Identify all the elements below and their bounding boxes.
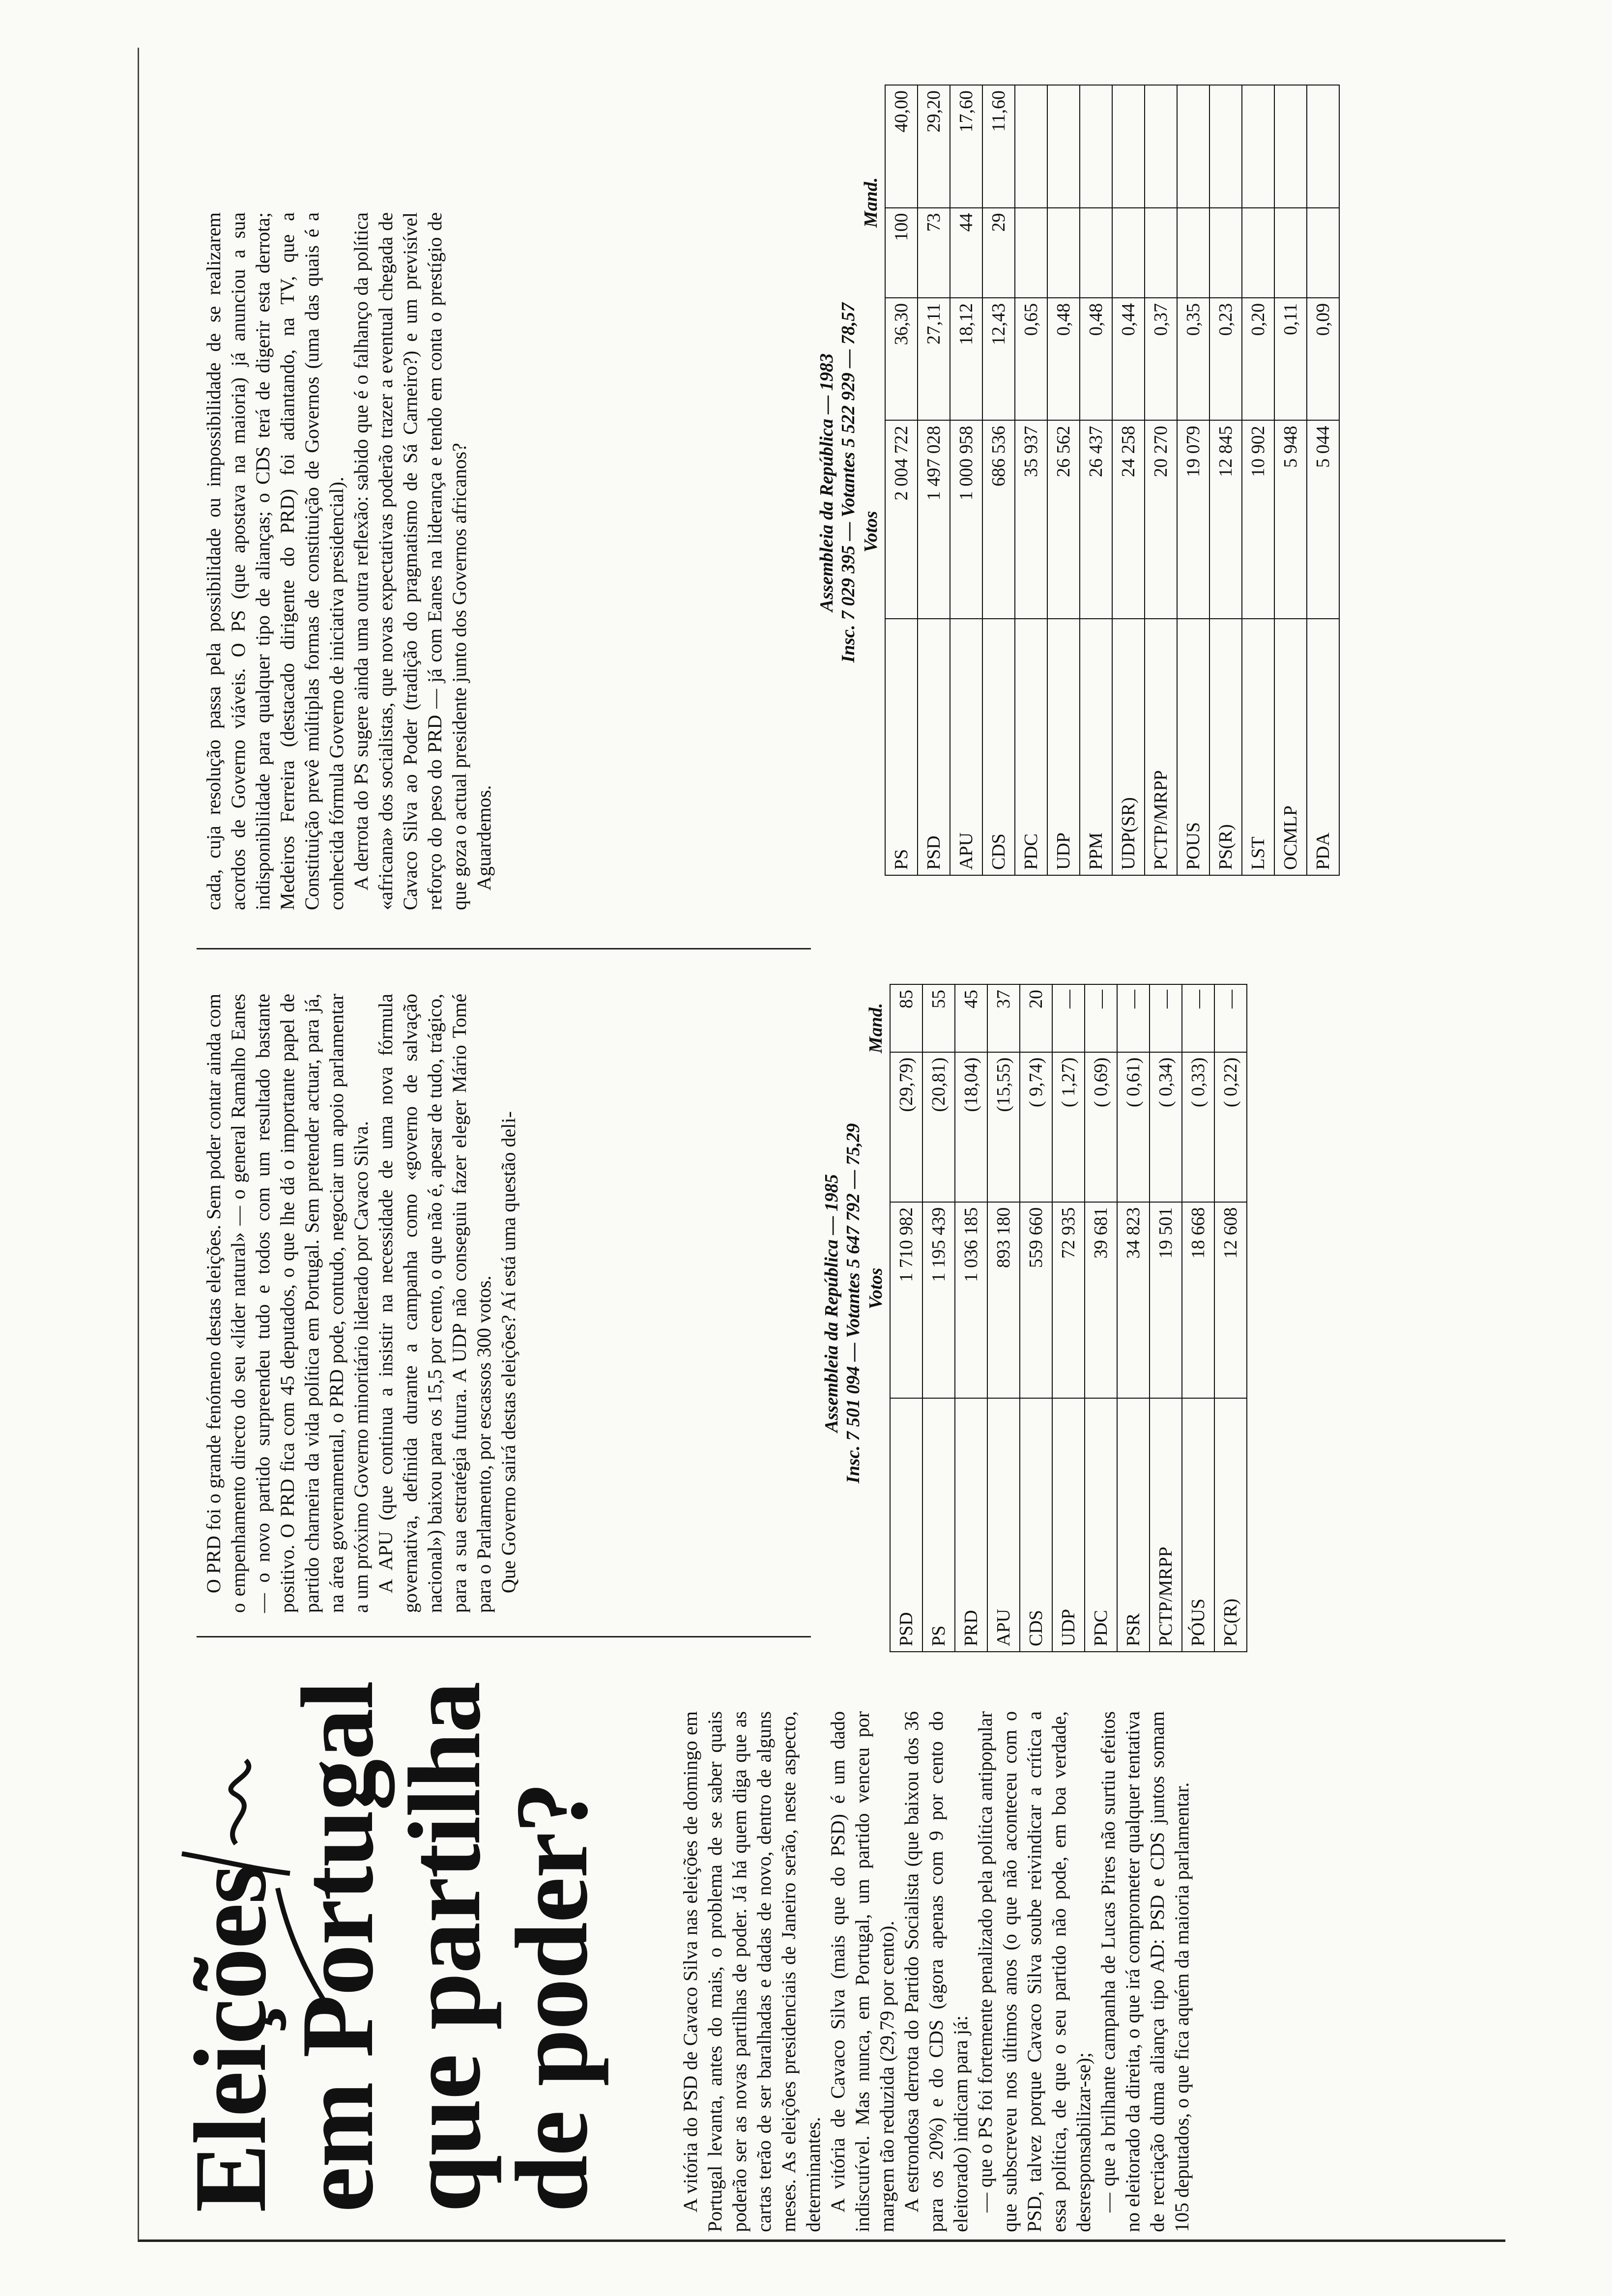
cell-seats: 73 xyxy=(918,208,950,298)
cell-party: PRD xyxy=(955,1398,987,1652)
cell-pct: ( 0,33) xyxy=(1182,1052,1214,1202)
cell-party: POUS xyxy=(1177,619,1209,875)
cell-party: PSD xyxy=(918,619,950,875)
table-row xyxy=(1145,85,1177,875)
cell-pctseats xyxy=(1112,85,1145,208)
cell-party: PÓUS xyxy=(1182,1398,1214,1652)
cell-votes: 2 004 722 xyxy=(885,420,918,619)
cell-pct: 27,11 xyxy=(918,298,950,421)
table-row xyxy=(1209,85,1242,875)
cell-seats xyxy=(1112,208,1145,298)
headline-line-1: Eleições xyxy=(173,1865,288,2212)
paragraph: — que a brilhante campanha de Lucas Pires não surtiu efeitos no eleitorado da direita, o que irá comprometer qualquer tentativa de recriação duma aliança tipo AD: PSD e CDS juntos somam 105 deputados, o que fica aquém da maioria parlamentar. xyxy=(1097,1711,1193,2232)
cell-seats xyxy=(1047,208,1080,298)
cell-pct: 0,48 xyxy=(1047,298,1080,421)
cell-seats: 55 xyxy=(922,984,955,1052)
paragraph: Aguardemos. xyxy=(473,785,495,890)
table-row xyxy=(1307,85,1339,875)
cell-pctseats xyxy=(1080,85,1112,208)
cell-pctseats xyxy=(1047,85,1080,208)
table-row xyxy=(918,85,950,875)
results-table-1983 xyxy=(885,85,1340,876)
cell-party: APU xyxy=(987,1398,1020,1652)
cell-seats: — xyxy=(1085,984,1117,1052)
table-row xyxy=(1150,984,1182,1652)
cell-votes: 1 000 958 xyxy=(950,420,982,619)
cell-pct: ( 0,69) xyxy=(1085,1052,1117,1202)
table-1985-subtitle: Insc. 7 501 094 — Votantes 5 647 792 — 75,29 xyxy=(843,1123,864,1484)
cell-party: APU xyxy=(950,619,982,875)
cell-seats: — xyxy=(1052,984,1085,1052)
cell-pctseats xyxy=(1177,85,1209,208)
cell-votes: 12 608 xyxy=(1214,1202,1247,1398)
cell-pct: (20,81) xyxy=(922,1052,955,1202)
cell-pct: ( 9,74) xyxy=(1020,1052,1052,1202)
cell-pct: (29,79) xyxy=(890,1052,922,1202)
cell-party: PSD xyxy=(890,1398,922,1652)
table-1985-title: Assembleia da República — 1985 xyxy=(821,1174,842,1433)
cell-pctseats: 11,60 xyxy=(982,85,1015,208)
table-row xyxy=(1015,85,1047,875)
cell-seats xyxy=(1307,208,1339,298)
table-1983-seats-header: Mand. xyxy=(861,177,881,228)
table-row xyxy=(1177,85,1209,875)
cell-votes: 39 681 xyxy=(1085,1202,1117,1398)
cell-pct: 36,30 xyxy=(885,298,918,421)
cell-seats: 37 xyxy=(987,984,1020,1052)
cell-pct: 0,35 xyxy=(1177,298,1209,421)
table-row xyxy=(1242,85,1274,875)
cell-party: PC(R) xyxy=(1214,1398,1247,1652)
cell-party: UDP(SR) xyxy=(1112,619,1145,875)
paragraph: A vitória do PSD de Cavaco Silva nas eleições de domingo em Portugal levanta, antes do mais, o problema de se saber quais poderão ser as novas partilhas de poder. Já há quem diga que as cartas terão de ser baralhadas e dadas de novo, dentro de alguns meses. As eleições presidenciais de Janeiro serão, neste aspecto, determinantes. xyxy=(679,1711,824,2232)
table-row xyxy=(1052,984,1085,1652)
cell-votes: 72 935 xyxy=(1052,1202,1085,1398)
cell-seats: 20 xyxy=(1020,984,1052,1052)
cell-votes: 18 668 xyxy=(1182,1202,1214,1398)
cell-votes: 1 036 185 xyxy=(955,1202,987,1398)
table-row xyxy=(955,984,987,1652)
table-1985-seats-header: Mand. xyxy=(865,1003,886,1054)
table-1983-votes-header: Votos xyxy=(861,511,881,553)
paragraph: A APU (que continua a insistir na necessidade de uma nova fórmula governativa, definida durante a campanha como «governo de salvação nacional») baixou para os 15,5 por cento, o que não é, apesar de tudo, trágico, para a sua estratégia futura. A UDP não conseguiu fazer eleger Mário Tomé para o Parlamento, por escassos 300 votos. xyxy=(374,994,495,1613)
table-1983-caption xyxy=(816,134,859,832)
table-row xyxy=(1214,984,1247,1652)
cell-pctseats xyxy=(1307,85,1339,208)
cell-votes: 34 823 xyxy=(1117,1202,1150,1398)
cell-seats: — xyxy=(1182,984,1214,1052)
cell-pctseats: 17,60 xyxy=(950,85,982,208)
cell-party: LST xyxy=(1242,619,1274,875)
table-1983-title: Assembleia da República — 1983 xyxy=(816,353,837,612)
cell-seats: — xyxy=(1214,984,1247,1052)
table-row xyxy=(1020,984,1052,1652)
cell-pct: 0,23 xyxy=(1209,298,1242,421)
cell-seats: 45 xyxy=(955,984,987,1052)
cell-party: PPM xyxy=(1080,619,1112,875)
cell-seats xyxy=(1274,208,1307,298)
cell-party: PS xyxy=(885,619,918,875)
cell-party: PS(R) xyxy=(1209,619,1242,875)
cell-party: PCTP/MRPP xyxy=(1150,1398,1182,1652)
cell-seats xyxy=(1015,208,1047,298)
cell-votes: 893 180 xyxy=(987,1202,1020,1398)
cell-pct: 0,09 xyxy=(1307,298,1339,421)
headline-line-2: em Portugal xyxy=(281,1681,395,2212)
cell-votes: 19 079 xyxy=(1177,420,1209,619)
article-column-1 xyxy=(678,1711,1194,2232)
cell-pctseats xyxy=(1145,85,1177,208)
results-table-1985 xyxy=(890,984,1247,1652)
article-column-3 xyxy=(202,212,496,910)
cell-pct: (15,55) xyxy=(987,1052,1020,1202)
cell-seats: 44 xyxy=(950,208,982,298)
column-divider xyxy=(197,948,811,949)
cell-pct: 0,11 xyxy=(1274,298,1307,421)
cell-pct: ( 0,61) xyxy=(1117,1052,1150,1202)
cell-pct: (18,04) xyxy=(955,1052,987,1202)
cell-votes: 1 710 982 xyxy=(890,1202,922,1398)
table-row xyxy=(885,85,918,875)
cell-pct: 12,43 xyxy=(982,298,1015,421)
cell-party: CDS xyxy=(982,619,1015,875)
table-1985-caption xyxy=(821,994,864,1613)
cell-party: OCMLP xyxy=(1274,619,1307,875)
cell-seats: 100 xyxy=(885,208,918,298)
cell-votes: 19 501 xyxy=(1150,1202,1182,1398)
cell-party: PS xyxy=(922,1398,955,1652)
cell-pct: 18,12 xyxy=(950,298,982,421)
table-row xyxy=(1182,984,1214,1652)
cell-seats: 29 xyxy=(982,208,1015,298)
table-row xyxy=(890,984,922,1652)
cell-votes: 26 562 xyxy=(1047,420,1080,619)
cell-seats xyxy=(1242,208,1274,298)
table-row xyxy=(1274,85,1307,875)
cell-pct: ( 1,27) xyxy=(1052,1052,1085,1202)
table-row xyxy=(922,984,955,1652)
table-row xyxy=(1112,85,1145,875)
headline-line-3: que partilha xyxy=(388,1682,502,2212)
cell-votes: 686 536 xyxy=(982,420,1015,619)
cell-pctseats: 29,20 xyxy=(918,85,950,208)
cell-seats xyxy=(1209,208,1242,298)
cell-pct: 0,48 xyxy=(1080,298,1112,421)
cell-seats: — xyxy=(1117,984,1150,1052)
cell-votes: 1 497 028 xyxy=(918,420,950,619)
cell-party: PSR xyxy=(1117,1398,1150,1652)
paragraph: O PRD foi o grande fenómeno destas eleições. Sem poder contar ainda com o empenhamento directo do seu «líder natural» — o general Ramalho Eanes — o novo partido surpreendeu tudo e todos com um resultado bastante positivo. O PRD fica com 45 deputados, o que lhe dá o importante papel de partido charneira da vida política em Portugal. Sem pretender actuar, para já, na área governamental, o PRD pode, contudo, negociar um apoio parlamentar a um próximo Governo minoritário liderado por Cavaco Silva. xyxy=(202,994,372,1613)
table-row xyxy=(1047,85,1080,875)
cell-party: PDC xyxy=(1015,619,1047,875)
table-row xyxy=(1117,984,1150,1652)
paragraph: A estrondosa derrota do Partido Socialista (que baixou dos 36 para os 20%) e do CDS (agora apenas com 9 por cento do eleitorado) indicam para já: xyxy=(900,1711,972,2232)
cell-pct: 0,44 xyxy=(1112,298,1145,421)
cell-pctseats xyxy=(1015,85,1047,208)
table-row xyxy=(982,85,1015,875)
paragraph: A vitória de Cavaco Silva (mais que do PSD) é um dado indiscutível. Mas nunca, em Portugal, um partido venceu por margem tão reduzida (29,79 por cento). xyxy=(827,1711,898,2232)
cell-votes: 12 845 xyxy=(1209,420,1242,619)
cell-party: UDP xyxy=(1052,1398,1085,1652)
cell-votes: 1 195 439 xyxy=(922,1202,955,1398)
cell-pct: 0,37 xyxy=(1145,298,1177,421)
cell-votes: 35 937 xyxy=(1015,420,1047,619)
cell-seats xyxy=(1177,208,1209,298)
table-1985-votes-header: Votos xyxy=(865,1267,886,1310)
table-row xyxy=(1085,984,1117,1652)
table-row xyxy=(950,85,982,875)
cell-votes: 5 948 xyxy=(1274,420,1307,619)
cell-seats xyxy=(1080,208,1112,298)
cell-seats: — xyxy=(1150,984,1182,1052)
cell-party: PDA xyxy=(1307,619,1339,875)
cell-party: PDC xyxy=(1085,1398,1117,1652)
cell-seats xyxy=(1145,208,1177,298)
cell-pctseats xyxy=(1209,85,1242,208)
cell-pctseats: 40,00 xyxy=(885,85,918,208)
cell-votes: 24 258 xyxy=(1112,420,1145,619)
cell-votes: 26 437 xyxy=(1080,420,1112,619)
table-row xyxy=(1080,85,1112,875)
paragraph: — que o PS foi fortemente penalizado pela política antipopular que subscreveu nos últimos anos (o que não aconteceu com o PSD, talvez porque Cavaco Silva soube reivindicar a crítica a essa política, de que o seu partido não pode, em boa verdade, desresponsabilizar-se); xyxy=(974,1711,1094,2232)
paragraph: Que Governo sairá destas eleições? Aí está uma questão deli- xyxy=(497,1111,519,1593)
cell-seats: 85 xyxy=(890,984,922,1052)
cell-pctseats xyxy=(1274,85,1307,208)
cell-votes: 559 660 xyxy=(1020,1202,1052,1398)
paragraph: cada, cuja resolução passa pela possibilidade ou impossibilidade de se realizarem acordos de Governo viáveis. O PS (que apostava na maioria) já anunciou a sua indisponibilidade para qualquer tipo de alianças; o CDS terá de digerir esta derrota; Medeiros Ferreira (destacado dirigente do PRD) foi adiantando, na TV, que a Constituição prevê múltiplas formas de constituição de Governos (uma das quais é a conhecida fórmula Governo de iniciativa presidencial). xyxy=(202,212,347,910)
cell-pct: 0,65 xyxy=(1015,298,1047,421)
cell-pct: ( 0,34) xyxy=(1150,1052,1182,1202)
cell-votes: 20 270 xyxy=(1145,420,1177,619)
cell-party: PCTP/MRPP xyxy=(1145,619,1177,875)
table-1983-subtitle: Insc. 7 029 395 — Votantes 5 522 929 — 78,57 xyxy=(838,302,859,663)
cell-party: UDP xyxy=(1047,619,1080,875)
cell-votes: 10 902 xyxy=(1242,420,1274,619)
handwritten-scribble xyxy=(162,1746,349,2021)
article-column-2 xyxy=(202,994,521,1613)
headline-line-4: de poder? xyxy=(495,1782,609,2212)
cell-votes: 5 044 xyxy=(1307,420,1339,619)
cell-pct: 0,20 xyxy=(1242,298,1274,421)
cell-pct: ( 0,22) xyxy=(1214,1052,1247,1202)
paragraph: A derrota do PS sugere ainda uma outra reflexão: sabido que é o falhanço da política «africana» dos socialistas, que novas expectativas poderão trazer a eventual chegada de Cavaco Silva ao Poder (tradição do pragmatismo de Sá Carneiro?) e um previsível reforço do peso do PRD — já com Eanes na liderança e tendo em conta o prestígio de que goza o actual presidente junto dos Governos africanos? xyxy=(350,212,470,910)
table-row xyxy=(987,984,1020,1652)
cell-party: CDS xyxy=(1020,1398,1052,1652)
cell-pctseats xyxy=(1242,85,1274,208)
column-divider xyxy=(197,1636,811,1637)
